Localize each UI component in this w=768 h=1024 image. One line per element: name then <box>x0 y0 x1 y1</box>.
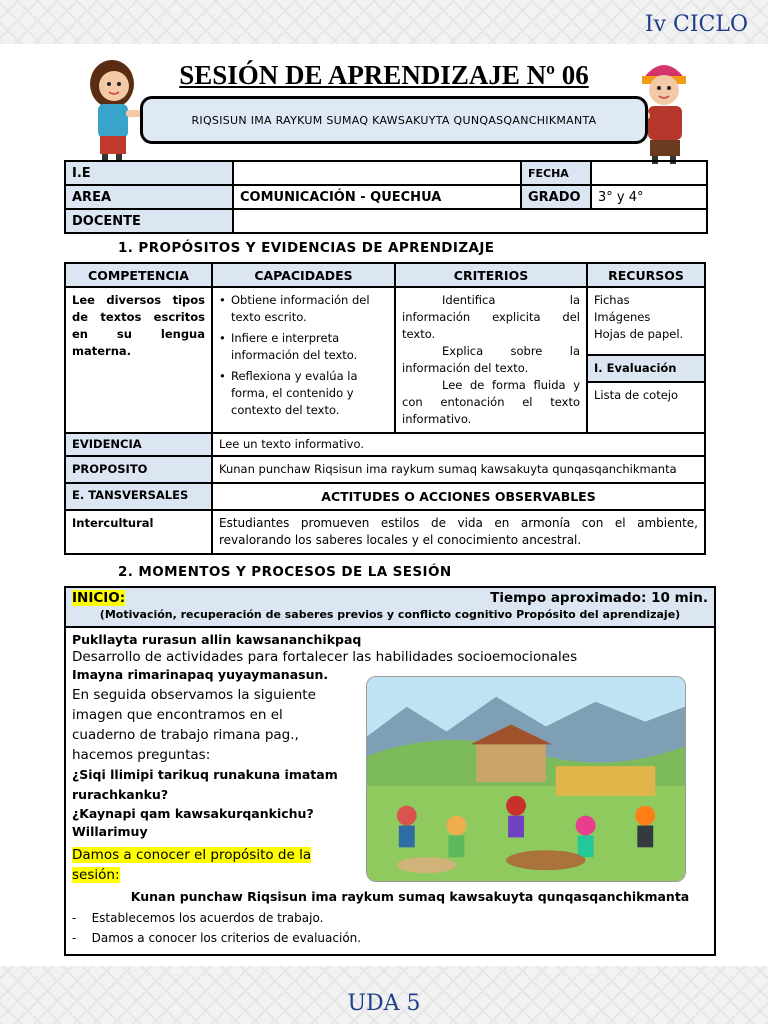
inicio-paragraph: En seguida observamos la siguiente imagen que encontramos en el cuaderno de trabajo rimana pag., hacemos preguntas: <box>72 687 316 763</box>
evidencia-label: EVIDENCIA <box>65 433 212 456</box>
session-subtitle: RIQSISUN IMA RAYKUM SUMAQ KAWSAKUYTA QUNQASQANCHIKMANTA <box>191 113 597 127</box>
inicio-proposito: Kunan punchaw Riqsisun ima raykum sumaq kawsakuyta qunqasqanchikmanta <box>130 889 690 904</box>
docente-value <box>233 209 707 233</box>
recurso-item: Fichas <box>594 293 630 307</box>
recurso-item: Imágenes <box>594 310 651 324</box>
evidencia-value: Lee un texto informativo. <box>212 433 705 456</box>
capacidades-cell <box>212 287 395 433</box>
ie-label: I.E <box>65 161 233 185</box>
enfoque-value: Estudiantes promueven estilos de vida en armonía con el ambiente, revalorando los saberes locales y el conocimiento ancestral. <box>212 510 705 554</box>
col-header-criterios: CRITERIOS <box>395 263 587 287</box>
proposito-value: Kunan punchaw Riqsisun ima raykum sumaq kawsakuyta qunqasqanchikmanta <box>212 456 705 483</box>
transversales-label: E. TANSVERSALES <box>65 483 212 510</box>
criterio-item: Lee de forma fluida y con entonación el texto informativo. <box>402 378 580 426</box>
capacidad-item: • Infiere e interpreta información del texto. <box>219 330 388 364</box>
inicio-panel <box>64 586 716 956</box>
inicio-bullet: - Establecemos los acuerdos de trabajo. <box>72 911 324 925</box>
proposito-intro: Damos a conocer el propósito de la sesión: <box>72 847 312 883</box>
inicio-label: INICIO: <box>72 590 126 606</box>
ie-value <box>233 161 521 185</box>
recurso-item: Hojas de papel. <box>594 327 684 341</box>
inicio-line-2: Desarrollo de actividades para fortalecer las habilidades socioemocionales <box>72 649 578 665</box>
section-1-heading: 1. PROPÓSITOS Y EVIDENCIAS DE APRENDIZAJE <box>118 240 495 256</box>
purposes-table <box>64 262 706 555</box>
docente-label: DOCENTE <box>65 209 233 233</box>
capacidad-item: • Obtiene información del texto escrito. <box>219 292 388 326</box>
criterios-cell <box>395 287 587 433</box>
ciclo-label: Iv CICLO <box>644 12 748 37</box>
criterio-item: Explica sobre la información del texto. <box>402 344 580 375</box>
criterio-item: Identifica la información explicita del texto. <box>402 293 580 341</box>
inicio-line-3: Imayna rimarinapaq yuyaymanasun. <box>72 667 329 682</box>
inicio-subtitle: (Motivación, recuperación de saberes previos y conflicto cognitivo Propósito del aprendizaje) <box>99 608 681 621</box>
section-2-heading: 2. MOMENTOS Y PROCESOS DE LA SESIÓN <box>118 564 452 580</box>
session-subtitle-box <box>140 96 648 144</box>
capacidad-item: • Reflexiona y evalúa la forma, el contenido y contexto del texto. <box>219 368 388 419</box>
page-title: SESIÓN DE APRENDIZAJE Nº 06 <box>179 60 589 90</box>
competencia-cell: Lee diversos tipos de textos escritos en su lengua materna. <box>65 287 212 433</box>
proposito-label: PROPOSITO <box>65 456 212 483</box>
inicio-line-1: Pukllayta rurasun allin kawsananchikpaq <box>72 632 362 647</box>
inicio-tiempo: Tiempo aproximado: 10 min. <box>490 590 708 606</box>
enfoque-label: Intercultural <box>65 510 212 554</box>
uda-label: UDA 5 <box>347 991 421 1016</box>
evaluacion-label: I. Evaluación <box>587 355 705 382</box>
evaluacion-value: Lista de cotejo <box>587 382 705 433</box>
info-table <box>64 160 708 234</box>
col-header-capacidades: CAPACIDADES <box>212 263 395 287</box>
area-label: AREA <box>65 185 233 209</box>
fecha-value <box>591 161 707 185</box>
area-value: COMUNICACIÓN - QUECHUA <box>233 185 521 209</box>
fecha-label: FECHA <box>521 161 591 185</box>
grado-value: 3° y 4° <box>591 185 707 209</box>
grado-label: GRADO <box>521 185 591 209</box>
question-3: Willarimuy <box>72 824 148 839</box>
col-header-competencia: COMPETENCIA <box>65 263 212 287</box>
question-1: ¿Siqi llimipi tarikuq runakuna imatam rurachkanku? <box>72 767 338 802</box>
andean-community-illustration <box>366 676 686 882</box>
recursos-cell <box>587 287 705 355</box>
question-2: ¿Kaynapi qam kawsakurqankichu? <box>72 806 314 821</box>
col-header-recursos: RECURSOS <box>587 263 705 287</box>
inicio-bullet: - Damos a conocer los criterios de evaluación. <box>72 931 362 945</box>
actitudes-label: ACTITUDES O ACCIONES OBSERVABLES <box>212 483 705 510</box>
inicio-header <box>66 588 714 628</box>
